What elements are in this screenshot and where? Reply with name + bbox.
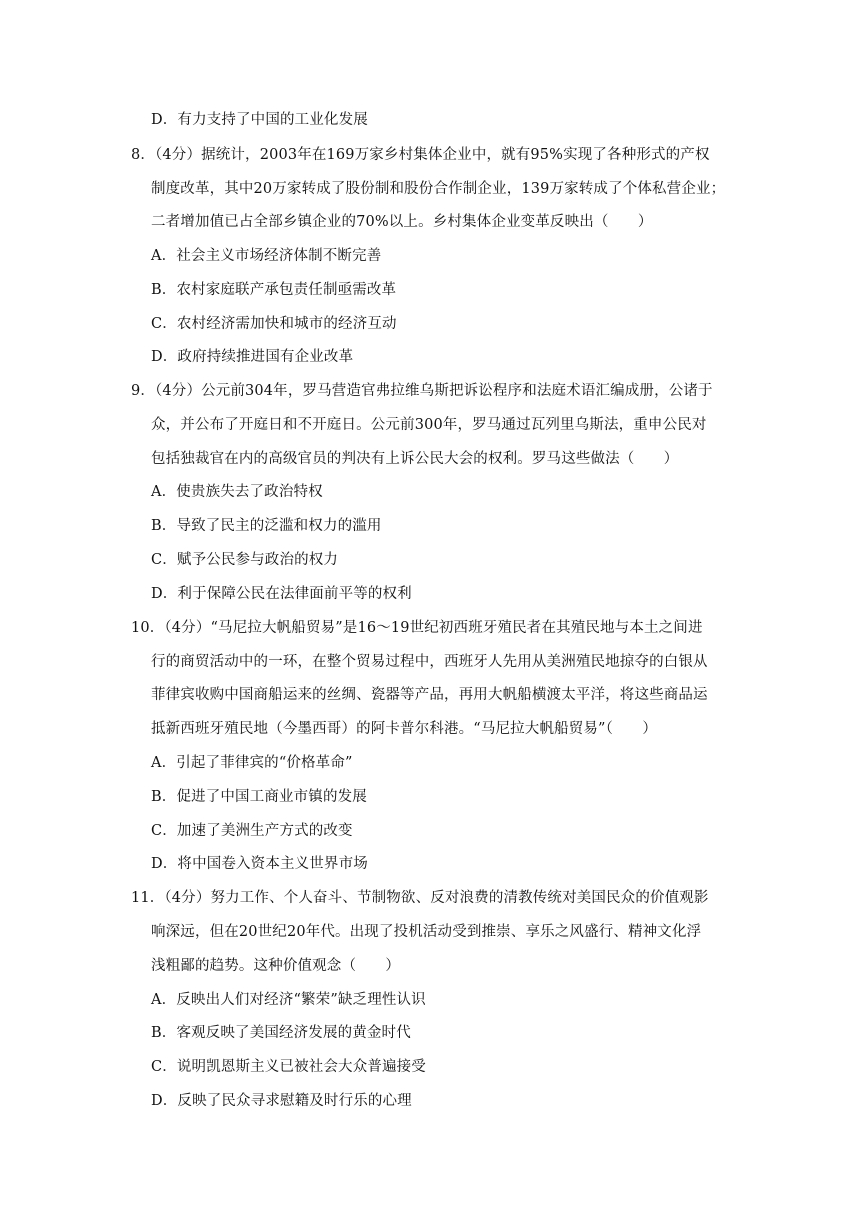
question-11-stem-line: 浅粗鄙的趋势。这种价值观念（ ） (151, 958, 401, 974)
question-10-option-b: B．促进了中国工商业市镇的发展 (151, 789, 367, 805)
question-11-stem-line: 响深远，但在20世纪20年代。出现了投机活动受到推崇、享乐之风盛行、精神文化浮 (151, 924, 702, 940)
question-11-stem-line: 11．（4分）努力工作、个人奋斗、节制物欲、反对浪费的清教传统对美国民众的价值观影 (131, 890, 709, 906)
question-9-option-b: B．导致了民主的泛滥和权力的滥用 (151, 518, 382, 534)
question-9-stem-line: 9．（4分）公元前304年，罗马营造官弗拉维乌斯把诉讼程序和法庭术语汇编成册，公诸于 (131, 383, 713, 399)
question-10-stem-line: 抵新西班牙殖民地（今墨西哥）的阿卡普尔科港。“马尼拉大帆船贸易”（ ） (151, 721, 657, 737)
question-9-stem-line: 众，并公布了开庭日和不开庭日。公元前300年，罗马通过瓦列里乌斯法，重申公民对 (151, 417, 707, 433)
question-8-option-b: B．农村家庭联产承包责任制亟需改革 (151, 282, 397, 298)
question-8-option-a: A．社会主义市场经济体制不断完善 (151, 248, 382, 264)
question-8-option-c: C．农村经济需加快和城市的经济互动 (151, 316, 397, 332)
question-9-option-c: C．赋予公民参与政治的权力 (151, 552, 339, 568)
question-11-option-a: A．反映出人们对经济“繁荣”缺乏理性认识 (151, 992, 426, 1008)
question-11-option-b: B．客观反映了美国经济发展的黄金时代 (151, 1025, 411, 1041)
question-8-stem-line: 8．（4分）据统计，2003年在169万家乡村集体企业中，就有95%实现了各种形式的产权 (131, 147, 710, 163)
question-11-option-d: D．反映了民众寻求慰籍及时行乐的心理 (151, 1093, 412, 1109)
prev-question-option-d: D．有力支持了中国的工业化发展 (151, 112, 368, 128)
question-9-option-a: A．使贵族失去了政治特权 (151, 484, 323, 500)
question-8-stem-line: 制度改革，其中20万家转成了股份制和股份合作制企业，139万家转成了个体私营企业； (151, 181, 726, 197)
question-9-stem-line: 包括独裁官在内的高级官员的判决有上诉公民大会的权利。罗马这些做法（ ） (151, 451, 679, 467)
question-8-option-d: D．政府持续推进国有企业改革 (151, 349, 354, 365)
question-8-stem-line: 二者增加值已占全部乡镇企业的70%以上。乡村集体企业变革反映出（ ） (151, 214, 653, 230)
question-9-option-d: D．利于保障公民在法律面前平等的权利 (151, 586, 412, 602)
question-10-stem-line: 10．（4分）“马尼拉大帆船贸易”是16～19世纪初西班牙殖民者在其殖民地与本土之间进 (131, 620, 703, 636)
question-10-option-c: C．加速了美洲生产方式的改变 (151, 823, 353, 839)
question-10-stem-line: 菲律宾收购中国商船运来的丝绸、瓷器等产品，再用大帆船横渡太平洋，将这些商品运 (151, 687, 708, 703)
question-10-stem-line: 行的商贸活动中的一环，在整个贸易过程中，西班牙人先用从美洲殖民地掠夺的白银从 (151, 654, 708, 670)
question-11-option-c: C．说明凯恩斯主义已被社会大众普遍接受 (151, 1059, 426, 1075)
question-10-option-a: A．引起了菲律宾的“价格革命” (151, 755, 353, 771)
question-10-option-d: D．将中国卷入资本主义世界市场 (151, 856, 368, 872)
